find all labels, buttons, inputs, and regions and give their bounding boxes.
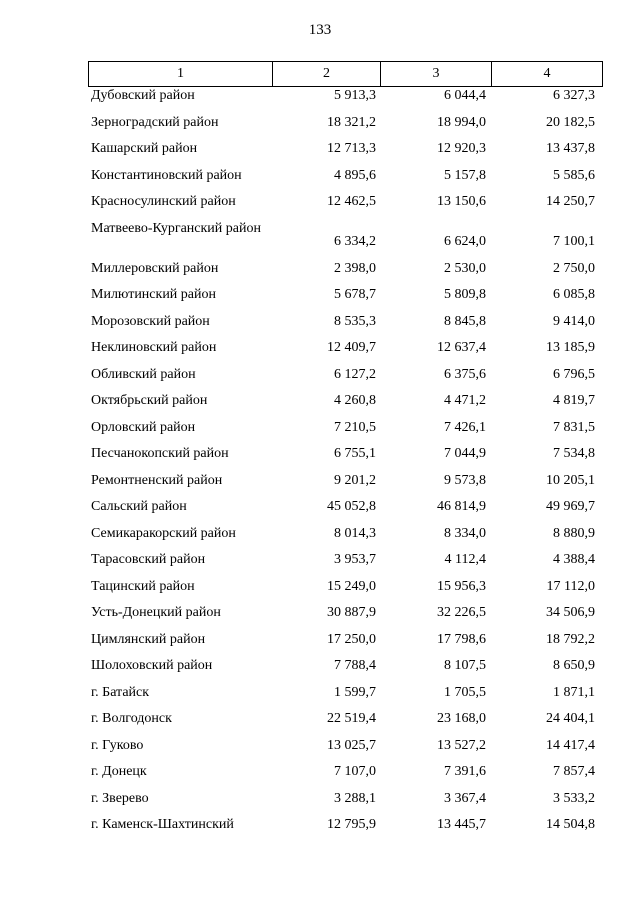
value-col-3: 18 994,0 — [437, 114, 486, 130]
district-name: Цимлянский район — [91, 631, 206, 647]
district-name: Неклиновский район — [91, 340, 217, 355]
district-name: Милютинский район — [91, 287, 217, 302]
value-col-3: 6 375,6 — [444, 366, 486, 382]
table-row — [88, 444, 598, 471]
value-col-2: 6 755,1 — [334, 446, 376, 461]
value-col-2: 7 210,5 — [334, 419, 376, 435]
table-row — [88, 312, 598, 339]
district-name: Орловский район — [91, 419, 196, 435]
district-name: г. Донецк — [91, 764, 147, 779]
value-col-2: 8 014,3 — [334, 525, 376, 541]
table-row — [88, 365, 598, 392]
value-col-3: 8 334,0 — [444, 525, 486, 541]
table-row — [88, 524, 598, 551]
value-col-2: 7 788,4 — [334, 658, 376, 673]
value-col-3: 7 426,1 — [444, 419, 486, 435]
table-row — [88, 471, 598, 498]
value-col-2: 12 713,3 — [327, 141, 376, 156]
district-name: Морозовский район — [91, 313, 210, 329]
district-name: Семикаракорский район — [91, 525, 236, 541]
value-col-3: 12 637,4 — [437, 340, 486, 355]
table-row — [88, 497, 598, 524]
district-name: Дубовский район — [91, 88, 195, 103]
district-name: Ремонтненский район — [91, 472, 223, 488]
table-row — [88, 219, 598, 259]
district-name: Усть-Донецкий район — [91, 605, 221, 620]
value-col-2: 4 260,8 — [334, 393, 376, 408]
value-col-2: 18 321,2 — [327, 114, 376, 130]
value-col-4: 17 112,0 — [546, 578, 595, 594]
table-row — [88, 550, 598, 577]
district-name: Тацинский район — [91, 578, 195, 594]
table-row — [88, 815, 598, 842]
table-row — [88, 603, 598, 630]
value-col-4: 2 750,0 — [553, 260, 595, 276]
value-col-2: 5 913,3 — [334, 88, 376, 103]
table-row — [88, 709, 598, 736]
value-col-2: 5 678,7 — [334, 287, 376, 302]
table-row — [88, 192, 598, 219]
value-col-2: 6 334,2 — [334, 233, 376, 249]
value-col-3: 2 530,0 — [444, 260, 486, 276]
value-col-2: 1 599,7 — [334, 684, 376, 700]
value-col-4: 6 327,3 — [553, 88, 595, 103]
table-row — [88, 139, 598, 166]
value-col-3: 13 445,7 — [437, 817, 486, 832]
page-number: 133 — [308, 22, 332, 38]
table-row — [88, 259, 598, 286]
value-col-4: 7 831,5 — [553, 419, 595, 435]
value-col-2: 3 953,7 — [334, 552, 376, 567]
value-col-2: 4 895,6 — [334, 167, 376, 183]
table-row — [88, 762, 598, 789]
value-col-4: 9 414,0 — [553, 313, 595, 329]
value-col-3: 5 157,8 — [444, 167, 486, 183]
value-col-3: 7 391,6 — [444, 764, 486, 779]
district-name: Октябрьский район — [91, 393, 208, 408]
value-col-4: 4 819,7 — [553, 393, 595, 408]
value-col-2: 3 288,1 — [334, 790, 376, 806]
value-col-3: 9 573,8 — [444, 472, 486, 488]
district-name: г. Гуково — [91, 737, 144, 753]
value-col-4: 8 880,9 — [553, 525, 595, 541]
district-name: Кашарский район — [91, 141, 198, 156]
value-col-4: 5 585,6 — [553, 167, 595, 183]
table-row — [88, 789, 598, 816]
district-name: Константиновский район — [91, 167, 242, 183]
district-name: Миллеровский район — [91, 260, 219, 276]
value-col-3: 6 624,0 — [444, 233, 486, 249]
district-name: Красносулинский район — [91, 194, 236, 209]
district-name: г. Волгодонск — [91, 711, 172, 726]
value-col-4: 6 085,8 — [553, 287, 595, 302]
value-col-4: 10 205,1 — [546, 472, 595, 488]
value-col-2: 30 887,9 — [327, 605, 376, 620]
table-row — [88, 656, 598, 683]
table-body — [88, 86, 598, 842]
value-col-2: 2 398,0 — [334, 260, 376, 276]
header-col-4: 4 — [492, 62, 603, 87]
district-name: Песчанокопский район — [91, 446, 229, 461]
value-col-3: 4 471,2 — [444, 393, 486, 408]
table-row — [88, 418, 598, 445]
district-name: Зерноградский район — [91, 114, 219, 130]
value-col-2: 12 462,5 — [327, 194, 376, 209]
value-col-2: 6 127,2 — [334, 366, 376, 382]
table-row — [88, 683, 598, 710]
district-name: Матвеево-Курганский район — [91, 220, 261, 236]
value-col-4: 34 506,9 — [546, 605, 595, 620]
table-row — [88, 113, 598, 140]
value-col-3: 17 798,6 — [437, 631, 486, 647]
value-col-2: 12 409,7 — [327, 340, 376, 355]
district-name: Тарасовский район — [91, 552, 206, 567]
value-col-4: 18 792,2 — [546, 631, 595, 647]
value-col-2: 8 535,3 — [334, 313, 376, 329]
value-col-4: 4 388,4 — [553, 552, 595, 567]
value-col-2: 9 201,2 — [334, 472, 376, 488]
value-col-4: 13 185,9 — [546, 340, 595, 355]
district-name: Сальский район — [91, 499, 187, 514]
district-name: Обливский район — [91, 366, 196, 382]
district-name: г. Зверево — [91, 790, 149, 806]
table-row — [88, 630, 598, 657]
value-col-2: 22 519,4 — [327, 711, 376, 726]
value-col-3: 8 107,5 — [444, 658, 486, 673]
district-name: г. Батайск — [91, 684, 150, 700]
value-col-2: 12 795,9 — [327, 817, 376, 832]
value-col-3: 6 044,4 — [444, 88, 486, 103]
value-col-3: 46 814,9 — [437, 499, 486, 514]
value-col-3: 1 705,5 — [444, 684, 486, 700]
value-col-4: 1 871,1 — [553, 684, 595, 700]
value-col-4: 7 100,1 — [553, 233, 595, 249]
value-col-3: 23 168,0 — [437, 711, 486, 726]
value-col-4: 7 534,8 — [553, 446, 595, 461]
table-row — [88, 285, 598, 312]
value-col-4: 13 437,8 — [546, 141, 595, 156]
header-col-3: 3 — [381, 62, 492, 87]
value-col-4: 14 417,4 — [546, 737, 595, 753]
value-col-2: 13 025,7 — [327, 737, 376, 753]
value-col-3: 15 956,3 — [437, 578, 486, 594]
value-col-3: 12 920,3 — [437, 141, 486, 156]
header-col-1: 1 — [89, 62, 273, 87]
table-row — [88, 86, 598, 113]
value-col-4: 14 504,8 — [546, 817, 595, 832]
value-col-4: 7 857,4 — [553, 764, 595, 779]
value-col-4: 3 533,2 — [553, 790, 595, 806]
value-col-4: 20 182,5 — [546, 114, 595, 130]
value-col-4: 24 404,1 — [546, 711, 595, 726]
table-row — [88, 391, 598, 418]
value-col-4: 49 969,7 — [546, 499, 595, 514]
header-row — [89, 62, 603, 87]
value-col-2: 17 250,0 — [327, 631, 376, 647]
value-col-4: 6 796,5 — [553, 366, 595, 382]
value-col-2: 7 107,0 — [334, 764, 376, 779]
header-col-2: 2 — [273, 62, 381, 87]
table-header — [88, 61, 603, 87]
district-name: г. Каменск-Шахтинский — [91, 817, 234, 832]
value-col-4: 14 250,7 — [546, 194, 595, 209]
value-col-3: 7 044,9 — [444, 446, 486, 461]
value-col-3: 4 112,4 — [444, 552, 486, 567]
table-row — [88, 736, 598, 763]
value-col-3: 8 845,8 — [444, 313, 486, 329]
value-col-3: 3 367,4 — [444, 790, 486, 806]
value-col-4: 8 650,9 — [553, 658, 595, 673]
value-col-3: 13 150,6 — [437, 194, 486, 209]
table-row — [88, 166, 598, 193]
value-col-3: 13 527,2 — [437, 737, 486, 753]
value-col-2: 15 249,0 — [327, 578, 376, 594]
value-col-3: 5 809,8 — [444, 287, 486, 302]
district-name: Шолоховский район — [91, 658, 213, 673]
table-row — [88, 338, 598, 365]
table-row — [88, 577, 598, 604]
value-col-2: 45 052,8 — [327, 499, 376, 514]
value-col-3: 32 226,5 — [437, 605, 486, 620]
